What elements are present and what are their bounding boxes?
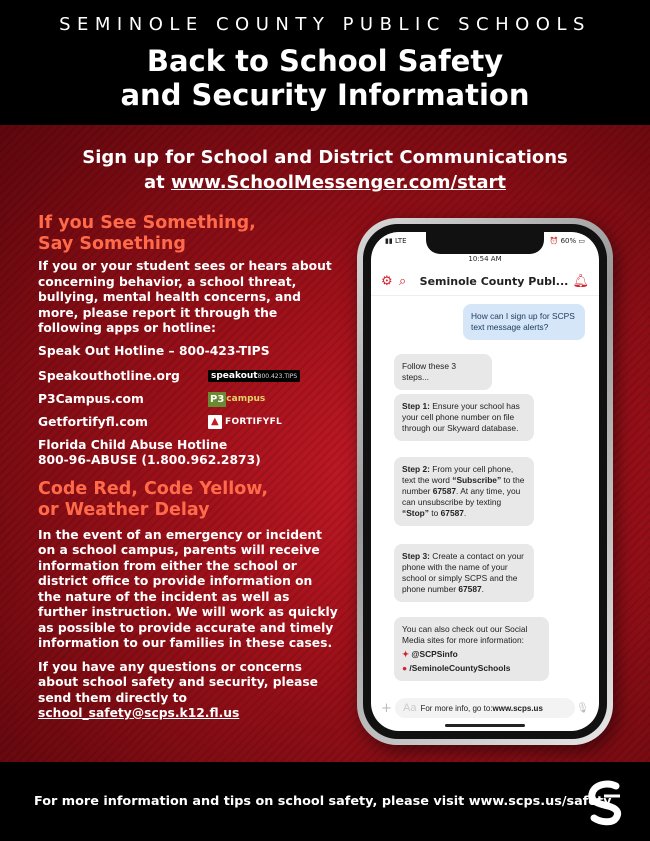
message-input[interactable] <box>395 698 575 718</box>
app-row-fortify <box>38 415 338 430</box>
hotline-row <box>38 344 338 359</box>
safety-email-link[interactable]: school_safety@scps.k12.fl.us <box>38 706 240 720</box>
facebook-handle[interactable]: /SeminoleCountySchools <box>409 663 511 673</box>
step-2-number: 67587 <box>432 486 457 496</box>
step-1-bubble <box>394 394 534 441</box>
p3campus-link[interactable]: P3Campus.com <box>38 391 144 406</box>
input-prefix: For more info, go to: <box>420 703 493 713</box>
plus-icon[interactable]: + <box>381 700 392 716</box>
footer-text: For more information and tips on school safety, please visit www.scps.us/safety <box>34 794 612 809</box>
abuse-hotline-line-1: Florida Child Abuse Hotline <box>38 437 228 452</box>
signup-banner <box>0 145 650 195</box>
step-2-text-c: . At any time, you can unsubscribe by texting <box>402 486 521 507</box>
step-1-text: Ensure your school has your cell phone number on file through our Skyward database. <box>402 401 520 433</box>
facebook-icon: ● <box>402 663 408 673</box>
phone-mockup <box>357 218 613 745</box>
step-3-text-b: . <box>481 584 484 594</box>
phone-screen <box>371 232 599 731</box>
bell-icon[interactable]: 🔔︎ <box>572 274 589 289</box>
twitter-handle[interactable]: @SCPSinfo <box>411 649 458 659</box>
organization-name: SEMINOLE COUNTY PUBLIC SCHOOLS <box>59 14 591 35</box>
step-2-stop-word: “Stop” <box>402 508 429 518</box>
input-url: www.scps.us <box>492 703 543 713</box>
step-2-label: Step 2: <box>402 464 430 474</box>
see-something-body: If you or your student sees or hears about concerning behavior, a school threat, bullying, mental health concerns, and more, please report it through the following apps or hotline: <box>38 259 332 335</box>
step-2-bubble <box>394 457 534 526</box>
speakout-link[interactable]: Speakouthotline.org <box>38 368 180 383</box>
gear-icon[interactable]: ⚙ <box>381 274 393 289</box>
questions-prefix: If you have any questions or concerns about school safety and security, please send them directly to <box>38 659 319 705</box>
step-3-bubble <box>394 544 534 602</box>
footer <box>0 762 650 841</box>
p3-logo-text: campus <box>226 393 266 404</box>
twitter-line <box>402 649 541 660</box>
battery-label: 60% <box>560 237 577 245</box>
phone-bezel <box>363 224 607 739</box>
battery-indicator: ⏰ 60% ▭ <box>549 237 585 245</box>
step-2-number-2: 67587 <box>440 508 464 518</box>
carrier-label: LTE <box>394 237 407 245</box>
app-bar <box>371 268 599 296</box>
microphone-icon[interactable]: 🎙︎ <box>576 702 589 714</box>
page-title <box>0 44 650 112</box>
step-3-text-a: Create a contact on your phone with the name of your school or simply SCPS and the phone number <box>402 551 524 594</box>
step-2-text-e: . <box>463 508 467 518</box>
status-time: 10:54 AM <box>468 255 502 263</box>
main-content <box>0 125 650 762</box>
scps-logo-icon <box>586 780 628 828</box>
see-something-heading-line-2: Say Something <box>38 234 186 254</box>
hotline-text: Speak Out Hotline – 800-423-TIPS <box>38 343 270 358</box>
code-red-body: In the event of an emergency or incident on a school campus, parents will receive information from either the school or district office to provide information on the nature of the incident as well as further instruction. We will work as quickly as possible to provide accurate and timely information to our families in these cases. <box>38 527 338 650</box>
step-2-text-d: to <box>428 508 441 518</box>
signup-prefix: at <box>143 172 171 193</box>
app-row-speakout <box>38 369 338 384</box>
signup-line-2 <box>0 170 650 195</box>
abuse-hotline-line-2: 800-96-ABUSE (1.800.962.2873) <box>38 453 261 467</box>
code-red-heading-line-2: or Weather Delay <box>38 499 210 520</box>
see-something-heading <box>38 213 338 255</box>
step-2-word: “Subscribe” <box>452 475 502 485</box>
header <box>0 0 650 125</box>
step-1-label: Step 1: <box>402 401 430 411</box>
twitter-icon: ✦ <box>402 649 410 659</box>
follow-steps-bubble: Follow these 3 steps... <box>394 354 492 390</box>
speak-out-logo <box>208 370 300 382</box>
code-red-heading <box>38 479 338 521</box>
message-input-bar <box>381 697 589 719</box>
signup-line-1: Sign up for School and District Communications <box>82 147 568 168</box>
fortify-fl-logo <box>208 415 282 430</box>
home-indicator <box>445 724 525 727</box>
step-2-text-b: to the number <box>402 475 525 496</box>
question-bubble: How can I sign up for SCPS text message alerts? <box>463 304 585 340</box>
questions-text <box>38 660 338 722</box>
title-line-2: and Security Information <box>120 78 530 112</box>
step-3-number: 67587 <box>458 584 482 594</box>
title-line-1: Back to School Safety <box>146 44 504 78</box>
fortify-link[interactable]: Getfortifyfl.com <box>38 414 148 429</box>
see-something-heading-line-1: If you See Something, <box>38 213 256 233</box>
code-red-heading-line-1: Code Red, Code Yellow, <box>38 478 268 499</box>
speak-out-logo-sub: 800.423.TIPS <box>257 372 298 380</box>
facebook-line <box>402 663 541 674</box>
step-2-text-a: From your cell phone, text the word <box>402 464 514 485</box>
input-aa: Aa <box>403 702 417 714</box>
step-3-label: Step 3: <box>402 551 430 561</box>
app-title: Seminole County Publ... <box>419 275 569 288</box>
signal-icon: ▮▮ LTE <box>385 237 407 245</box>
abuse-hotline <box>38 438 338 469</box>
search-icon[interactable]: ⌕ <box>399 274 407 289</box>
social-bubble <box>394 617 549 681</box>
speak-out-logo-text: speakout <box>211 371 258 381</box>
p3-logo-mark: P3 <box>210 393 225 405</box>
phone-notch <box>426 232 544 254</box>
fortify-logo-text: FORTIFYFL <box>225 416 283 427</box>
signup-link[interactable]: www.SchoolMessenger.com/start <box>170 172 507 193</box>
left-column <box>38 213 338 722</box>
social-text: You can also check out our Social Media sites for more information: <box>402 624 528 645</box>
fortify-shield-icon: ▲ <box>208 415 222 429</box>
p3-campus-logo <box>208 392 265 407</box>
app-row-p3 <box>38 392 338 407</box>
